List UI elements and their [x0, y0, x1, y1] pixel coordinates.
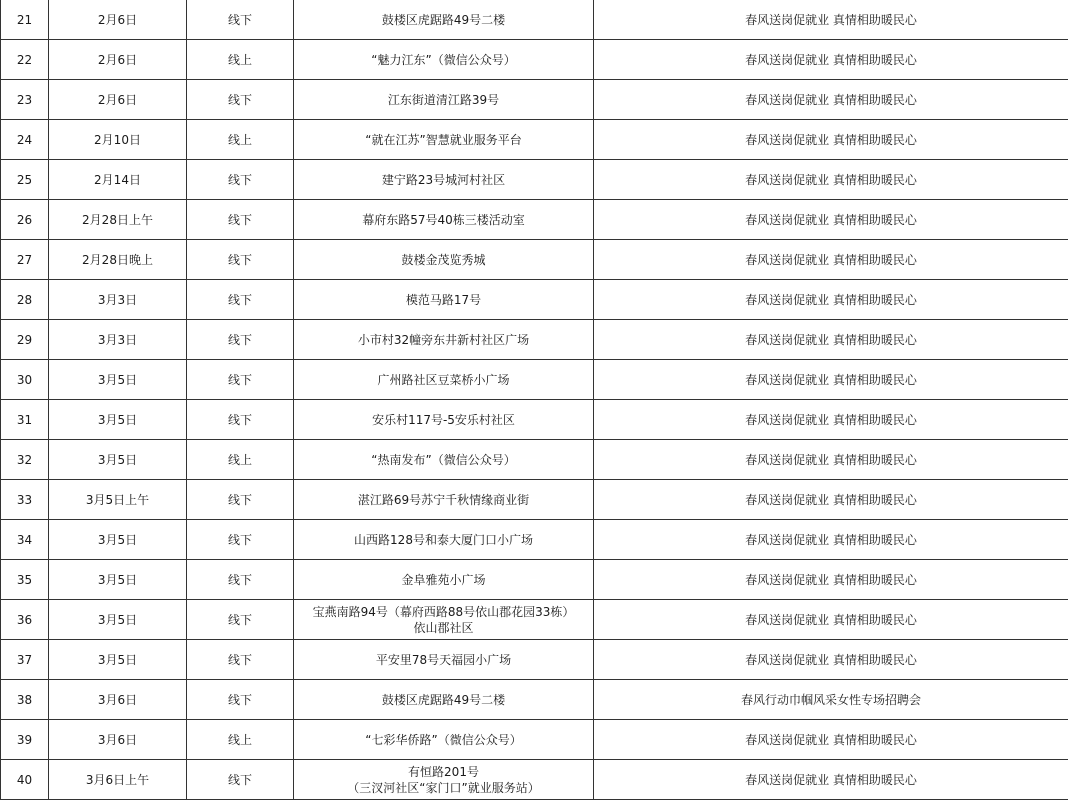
row-number-cell: 27: [1, 240, 49, 280]
date-cell: 3月5日: [49, 520, 187, 560]
date-cell: 3月6日上午: [49, 760, 187, 800]
date-cell: 3月6日: [49, 720, 187, 760]
date-cell: 2月6日: [49, 0, 187, 40]
date-cell: 3月5日: [49, 640, 187, 680]
row-number-cell: 40: [1, 760, 49, 800]
location-cell: [294, 360, 594, 400]
table-row: [1, 280, 1068, 320]
table-row: [1, 120, 1068, 160]
activity-cell: 春风送岗促就业 真情相助暖民心: [594, 120, 1068, 160]
activity-cell: 春风送岗促就业 真情相助暖民心: [594, 80, 1068, 120]
table-row: [1, 560, 1068, 600]
location-cell: [294, 600, 594, 640]
location-cell: [294, 400, 594, 440]
location-line: 幕府东路57号40栋三楼活动室: [362, 212, 525, 227]
location-cell: [294, 320, 594, 360]
activity-cell: 春风送岗促就业 真情相助暖民心: [594, 600, 1068, 640]
activity-cell: 春风送岗促就业 真情相助暖民心: [594, 0, 1068, 40]
location-line: 模范马路17号: [405, 292, 482, 307]
mode-cell: 线下: [187, 320, 294, 360]
table-row: [1, 360, 1068, 400]
location-line: 山西路128号和泰大厦门口小广场: [354, 532, 533, 547]
mode-cell: 线下: [187, 680, 294, 720]
location-line: 有恒路201号: [408, 764, 479, 779]
row-number-cell: 32: [1, 440, 49, 480]
location-cell: [294, 520, 594, 560]
table-row: [1, 240, 1068, 280]
row-number-cell: 24: [1, 120, 49, 160]
activity-cell: 春风送岗促就业 真情相助暖民心: [594, 280, 1068, 320]
location-line: 建宁路23号城河村社区: [381, 172, 506, 187]
date-cell: 3月5日: [49, 400, 187, 440]
activity-cell: 春风送岗促就业 真情相助暖民心: [594, 720, 1068, 760]
date-cell: 2月14日: [49, 160, 187, 200]
location-line: 湛江路69号苏宁千秋情缘商业街: [357, 492, 530, 507]
row-number-cell: 21: [1, 0, 49, 40]
row-number-cell: 33: [1, 480, 49, 520]
row-number-cell: 23: [1, 80, 49, 120]
activity-cell: 春风送岗促就业 真情相助暖民心: [594, 160, 1068, 200]
location-line: 依山郡社区: [413, 620, 474, 635]
location-line: 鼓楼区虎踞路49号二楼: [381, 692, 506, 707]
mode-cell: 线下: [187, 160, 294, 200]
mode-cell: 线下: [187, 760, 294, 800]
location-line: （三汊河社区“家门口”就业服务站）: [347, 780, 540, 795]
date-cell: 3月3日: [49, 320, 187, 360]
row-number-cell: 28: [1, 280, 49, 320]
row-number-cell: 39: [1, 720, 49, 760]
activity-cell: 春风送岗促就业 真情相助暖民心: [594, 440, 1068, 480]
date-cell: 3月5日: [49, 600, 187, 640]
table-row: [1, 440, 1068, 480]
mode-cell: 线下: [187, 80, 294, 120]
location-cell: [294, 640, 594, 680]
location-cell: [294, 200, 594, 240]
location-cell: [294, 40, 594, 80]
activity-cell: 春风送岗促就业 真情相助暖民心: [594, 200, 1068, 240]
row-number-cell: 38: [1, 680, 49, 720]
mode-cell: 线下: [187, 640, 294, 680]
table-body: [1, 0, 1068, 800]
mode-cell: 线上: [187, 440, 294, 480]
mode-cell: 线上: [187, 120, 294, 160]
activity-cell: 春风送岗促就业 真情相助暖民心: [594, 400, 1068, 440]
location-line: 江东街道清江路39号: [387, 92, 500, 107]
date-cell: 2月6日: [49, 40, 187, 80]
date-cell: 3月3日: [49, 280, 187, 320]
mode-cell: 线下: [187, 360, 294, 400]
activity-cell: 春风行动巾帼风采女性专场招聘会: [594, 680, 1068, 720]
row-number-cell: 30: [1, 360, 49, 400]
date-cell: 3月5日上午: [49, 480, 187, 520]
mode-cell: 线下: [187, 200, 294, 240]
mode-cell: 线上: [187, 720, 294, 760]
row-number-cell: 25: [1, 160, 49, 200]
location-line: “就在江苏”智慧就业服务平台: [365, 132, 522, 147]
location-cell: [294, 440, 594, 480]
table-row: [1, 40, 1068, 80]
table-row: [1, 400, 1068, 440]
location-line: 金阜雅苑小广场: [401, 572, 486, 587]
row-number-cell: 26: [1, 200, 49, 240]
table-row: [1, 320, 1068, 360]
activity-cell: 春风送岗促就业 真情相助暖民心: [594, 640, 1068, 680]
location-line: 广州路社区豆菜桥小广场: [377, 372, 510, 387]
mode-cell: 线下: [187, 520, 294, 560]
mode-cell: 线下: [187, 240, 294, 280]
mode-cell: 线下: [187, 280, 294, 320]
activity-cell: 春风送岗促就业 真情相助暖民心: [594, 40, 1068, 80]
date-cell: 2月10日: [49, 120, 187, 160]
activity-cell: 春风送岗促就业 真情相助暖民心: [594, 760, 1068, 800]
mode-cell: 线下: [187, 0, 294, 40]
location-line: 安乐村117号-5安乐村社区: [372, 412, 515, 427]
table-row: [1, 200, 1068, 240]
location-line: 小市村32幢旁东井新村社区广场: [357, 332, 530, 347]
activity-cell: 春风送岗促就业 真情相助暖民心: [594, 320, 1068, 360]
location-line: 宝燕南路94号（幕府西路88号依山郡花园33栋）: [312, 604, 575, 619]
table-row: [1, 520, 1068, 560]
location-line: “魅力江东”（微信公众号）: [371, 52, 516, 67]
activity-cell: 春风送岗促就业 真情相助暖民心: [594, 360, 1068, 400]
activity-cell: 春风送岗促就业 真情相助暖民心: [594, 560, 1068, 600]
row-number-cell: 34: [1, 520, 49, 560]
date-cell: 2月28日上午: [49, 200, 187, 240]
location-cell: [294, 0, 594, 40]
date-cell: 2月6日: [49, 80, 187, 120]
table-row: [1, 720, 1068, 760]
table-row: [1, 80, 1068, 120]
location-cell: [294, 720, 594, 760]
date-cell: 3月6日: [49, 680, 187, 720]
date-cell: 3月5日: [49, 440, 187, 480]
mode-cell: 线下: [187, 600, 294, 640]
location-cell: [294, 560, 594, 600]
location-line: “七彩华侨路”（微信公众号）: [365, 732, 522, 747]
location-cell: [294, 240, 594, 280]
table-row: [1, 640, 1068, 680]
location-cell: [294, 480, 594, 520]
location-cell: [294, 280, 594, 320]
location-cell: [294, 680, 594, 720]
row-number-cell: 29: [1, 320, 49, 360]
table-row: [1, 0, 1068, 40]
location-cell: [294, 120, 594, 160]
activity-cell: 春风送岗促就业 真情相助暖民心: [594, 240, 1068, 280]
date-cell: 2月28日晚上: [49, 240, 187, 280]
location-cell: [294, 160, 594, 200]
location-cell: [294, 80, 594, 120]
location-line: 平安里78号天福园小广场: [375, 652, 512, 667]
location-line: 鼓楼区虎踞路49号二楼: [381, 12, 506, 27]
table-row: [1, 600, 1068, 640]
mode-cell: 线下: [187, 400, 294, 440]
location-line: “热南发布”（微信公众号）: [371, 452, 516, 467]
activity-cell: 春风送岗促就业 真情相助暖民心: [594, 520, 1068, 560]
row-number-cell: 31: [1, 400, 49, 440]
activity-cell: 春风送岗促就业 真情相助暖民心: [594, 480, 1068, 520]
row-number-cell: 22: [1, 40, 49, 80]
table-row: [1, 760, 1068, 800]
table-row: [1, 480, 1068, 520]
mode-cell: 线下: [187, 480, 294, 520]
mode-cell: 线上: [187, 40, 294, 80]
date-cell: 3月5日: [49, 560, 187, 600]
mode-cell: 线下: [187, 560, 294, 600]
row-number-cell: 35: [1, 560, 49, 600]
row-number-cell: 36: [1, 600, 49, 640]
location-cell: [294, 760, 594, 800]
date-cell: 3月5日: [49, 360, 187, 400]
table-row: [1, 680, 1068, 720]
row-number-cell: 37: [1, 640, 49, 680]
location-line: 鼓楼金茂览秀城: [401, 252, 486, 267]
table-row: [1, 160, 1068, 200]
